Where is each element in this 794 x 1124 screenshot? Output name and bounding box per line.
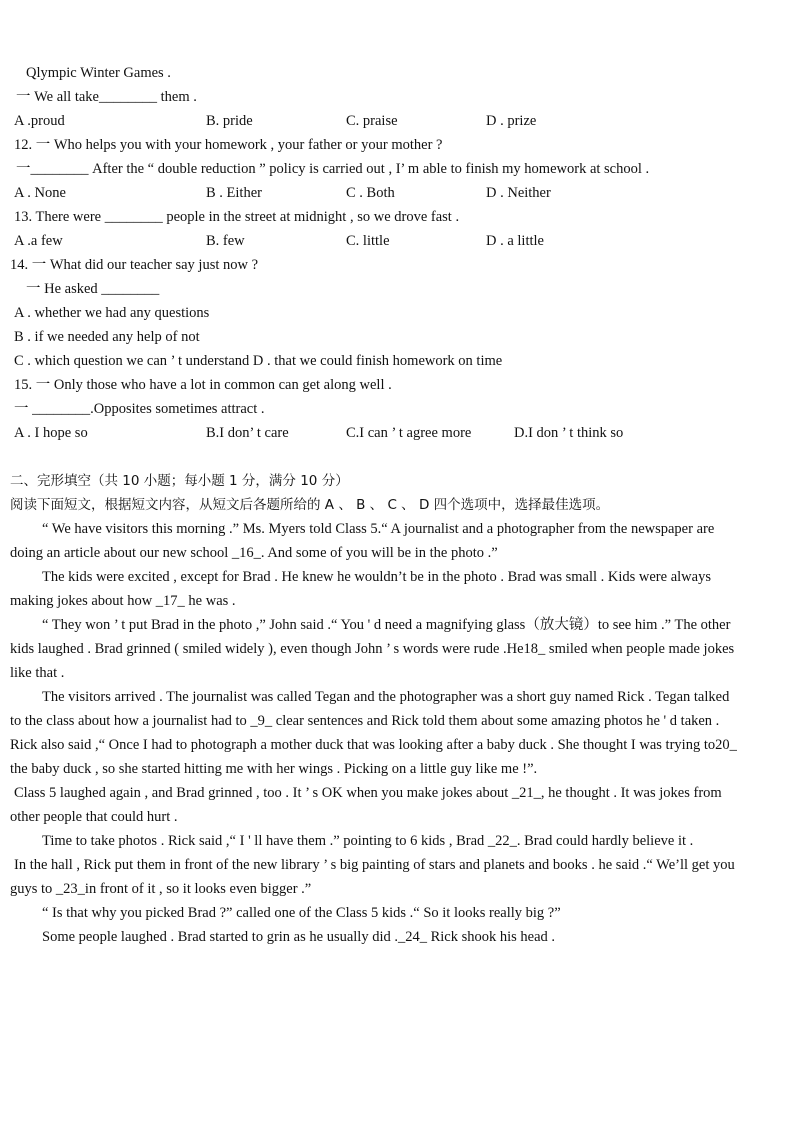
passage-line: Time to take photos . Rick said ,“ I ' ll have them .” pointing to 6 kids , Brad _22_. Brad could hardly believe it . — [42, 833, 694, 849]
q15-answer: 一 ________.Opposites sometimes attract . — [14, 401, 265, 417]
passage-line: guys to _23_in front of it , so it looks even bigger .” — [10, 881, 312, 897]
q15-option-d: D.I don ’ t think so — [514, 425, 624, 441]
passage-line: the baby duck , so she started hitting me with her wings . Picking on a little guy like me !”. — [10, 761, 538, 777]
passage-line: “ We have visitors this morning .” Ms. Myers told Class 5.“ A journalist and a photographer from the newspaper are — [42, 521, 715, 537]
q12-answer: 一________ After the “ double reduction ” policy is carried out , I’ m able to finish my homework at school . — [16, 161, 650, 177]
passage-line: The visitors arrived . The journalist was called Tegan and the photographer was a short guy named Rick . Tegan talked — [42, 689, 730, 705]
passage-line: doing an article about our new school _16_. And some of you will be in the photo .” — [10, 545, 498, 561]
passage-line: Class 5 laughed again , and Brad grinned , too . It ’ s OK when you make jokes about _21_, he thought . It was jokes from — [14, 785, 722, 801]
q11-tail: Qlympic Winter Games . — [26, 65, 171, 81]
section-heading: 二、完形填空（共 10 小题；每小题 1 分，满分 10 分） — [10, 473, 349, 489]
q15-option-a: A . I hope so — [14, 425, 88, 441]
passage-line: “ They won ’ t put Brad in the photo ,” John said .“ You ' d need a magnifying glass（放大镜）to see him .” The other — [42, 617, 731, 633]
q14-answer: 一 He asked ________ — [26, 281, 160, 297]
q14-question: 14. 一 What did our teacher say just now ? — [10, 257, 259, 273]
passage-line: In the hall , Rick put them in front of the new library ’ s big painting of stars and planets and books . he said .“ We’ll get you — [14, 857, 735, 873]
q13-option-d: D . a little — [486, 233, 544, 249]
passage-line: making jokes about how _17_ he was . — [10, 593, 236, 609]
q15-question: 15. 一 Only those who have a lot in common can get along well . — [14, 377, 392, 393]
passage-line: kids laughed . Brad grinned ( smiled widely ), even though John ’ s words were rude .He18_ smiled when people made jokes — [10, 641, 735, 657]
q12-option-a: A . None — [14, 185, 66, 201]
q13-question: 13. There were ________ people in the street at midnight , so we drove fast . — [14, 209, 460, 225]
passage-line: “ Is that why you picked Brad ?” called one of the Class 5 kids .“ So it looks really big ?” — [42, 905, 561, 921]
passage-line: Some people laughed . Brad started to grin as he usually did ._24_ Rick shook his head . — [42, 929, 556, 945]
section-instruction: 阅读下面短文，根据短文内容，从短文后各题所给的 A 、 B 、 C 、 D 四个选项中，选择最佳选项。 — [10, 497, 610, 513]
q12-question: 12. 一 Who helps you with your homework , your father or your mother ? — [14, 137, 443, 153]
q13-option-a: A .a few — [14, 233, 63, 249]
q11-option-d: D . prize — [486, 113, 537, 129]
q15-option-c: C.I can ’ t agree more — [346, 425, 472, 441]
q14-option-b: B . if we needed any help of not — [14, 329, 200, 345]
q14-option-cd: C . which question we can ’ t understand D . that we could finish homework on time — [14, 353, 503, 369]
q11-option-c: C. praise — [346, 113, 398, 129]
passage-line: other people that could hurt . — [10, 809, 178, 825]
q13-option-b: B. few — [206, 233, 245, 249]
passage-line: like that . — [10, 665, 65, 681]
passage-line: The kids were excited , except for Brad . He knew he wouldn’t be in the photo . Brad was small . Kids were always — [42, 569, 711, 585]
q11-option-a: A .proud — [14, 113, 65, 129]
q12-option-b: B . Either — [206, 185, 262, 201]
q11-option-b: B. pride — [206, 113, 253, 129]
q12-option-d: D . Neither — [486, 185, 551, 201]
q12-option-c: C . Both — [346, 185, 395, 201]
q14-option-a: A . whether we had any questions — [14, 305, 210, 321]
passage-line: Rick also said ,“ Once I had to photograph a mother duck that was looking after a baby duck . She thought I was trying to20_ — [10, 737, 737, 753]
q13-option-c: C. little — [346, 233, 390, 249]
q15-option-b: B.I don’ t care — [206, 425, 289, 441]
passage-line: to the class about how a journalist had to _9_ clear sentences and Rick told them about some amazing photos he ' d taken . — [10, 713, 720, 729]
q11-answer: 一 We all take________ them . — [16, 89, 197, 105]
